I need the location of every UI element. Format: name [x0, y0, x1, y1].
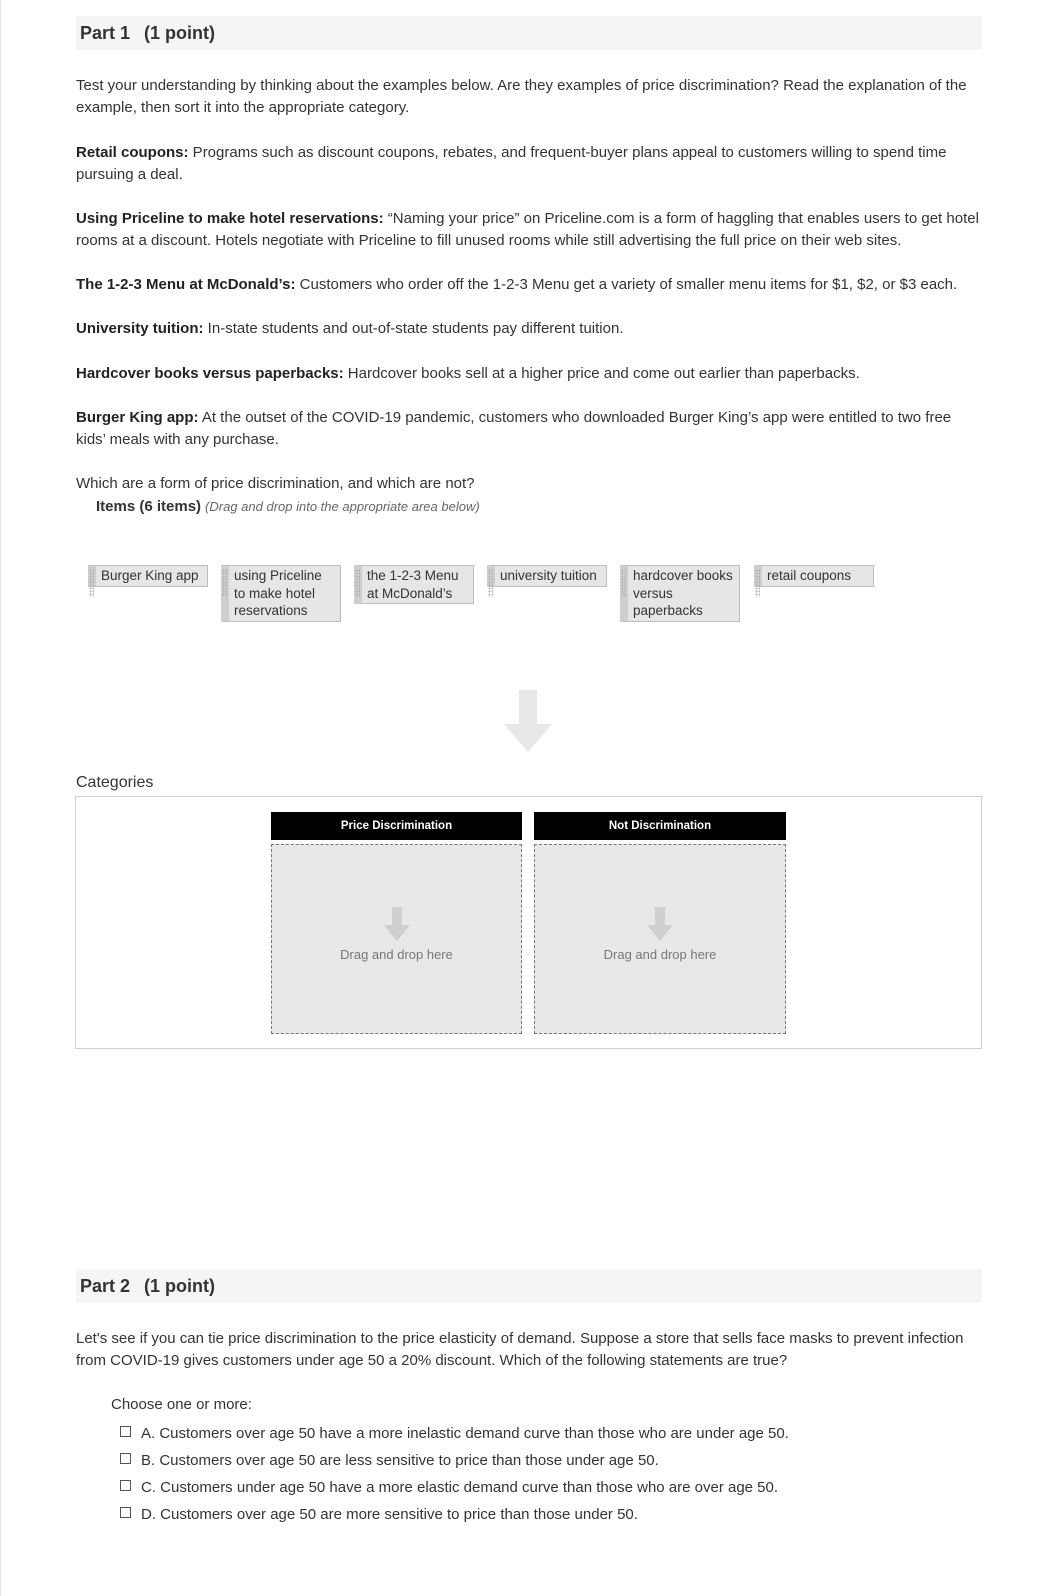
- grip-icon: [355, 569, 360, 597]
- part2-title: Part 2: [80, 1276, 131, 1296]
- grip-icon: [89, 569, 94, 597]
- drag-item-label: using Priceline to make hotel reservations: [234, 568, 322, 618]
- example-term: Retail coupons:: [76, 144, 189, 161]
- arrow-down-icon: [647, 907, 673, 941]
- page-left-border: [0, 0, 1, 1596]
- part1-points: (1 point): [144, 23, 216, 43]
- drag-item-label: university tuition: [500, 568, 597, 583]
- example-priceline: [76, 208, 981, 252]
- part1-title: Part 1: [80, 23, 131, 43]
- part1-intro: Test your understanding by thinking about the examples below. Are they examples of price discrimination? Read the explanation of the example, then sort it into the appropriate category.: [76, 77, 967, 116]
- example-text: At the outset of the COVID-19 pandemic, customers who downloaded Burger King’s app were entitled to two free kids’ meals with any purchase.: [76, 409, 952, 448]
- option-b[interactable]: [120, 1450, 659, 1472]
- example-term: Using Priceline to make hotel reservations:: [76, 210, 384, 227]
- option-a[interactable]: [120, 1423, 789, 1445]
- option-label: D. Customers over age 50 are more sensitive to price than those under 50.: [141, 1506, 638, 1523]
- part1-header: [76, 16, 982, 50]
- option-label: C. Customers under age 50 have a more elastic demand curve than those who are over age 50.: [141, 1479, 779, 1496]
- example-term: University tuition:: [76, 320, 204, 337]
- part2-header: [76, 1269, 982, 1303]
- example-term: The 1-2-3 Menu at McDonald’s:: [76, 276, 296, 293]
- part2-question: Let's see if you can tie price discrimination to the price elasticity of demand. Suppose a store that sells face masks to prevent infection from COVID-19 gives customers under age 50 a 20% discount. Which of the following statements are true?: [76, 1330, 964, 1369]
- items-label: [96, 496, 480, 518]
- category-header-not-discrimination: Not Discrimination: [534, 812, 786, 840]
- drop-zone-price-discrimination[interactable]: [271, 844, 522, 1034]
- checkbox[interactable]: [120, 1480, 131, 1491]
- example-text: “Naming your price” on Priceline.com is a form of haggling that enables users to get hotel rooms at a discount. Hotels negotiate with Priceline to fill unused rooms while still advertising the full price on their web sites.: [76, 210, 979, 249]
- drag-item-hardcover-books[interactable]: [620, 565, 740, 622]
- drop-hint: Drag and drop here: [603, 947, 717, 962]
- part1-question: Which are a form of price discrimination, and which are not?: [76, 475, 475, 492]
- option-c[interactable]: [120, 1477, 778, 1499]
- example-university-tuition: [76, 318, 981, 340]
- example-mcdonalds: [76, 274, 981, 296]
- checkbox[interactable]: [120, 1507, 131, 1518]
- example-text: Hardcover books sell at a higher price and come out earlier than paperbacks.: [343, 365, 860, 382]
- grip-icon: [488, 569, 493, 597]
- example-text: Programs such as discount coupons, rebates, and frequent-buyer plans appeal to customers willing to spend time pursuing a deal.: [76, 144, 947, 183]
- items-hint: (Drag and drop into the appropriate area below): [205, 499, 480, 514]
- choose-label: Choose one or more:: [111, 1396, 252, 1413]
- categories-label: Categories: [76, 774, 154, 791]
- option-label: B. Customers over age 50 are less sensitive to price than those under age 50.: [141, 1452, 659, 1469]
- category-header-price-discrimination: Price Discrimination: [271, 812, 522, 840]
- option-label: A. Customers over age 50 have a more inelastic demand curve than those who are under age 50.: [141, 1425, 789, 1442]
- grip-icon: [621, 569, 626, 597]
- drag-item-label: Burger King app: [101, 568, 199, 583]
- arrow-down-icon: [384, 907, 410, 941]
- part2-points: (1 point): [144, 1276, 216, 1296]
- example-text: Customers who order off the 1-2-3 Menu get a variety of smaller menu items for $1, $2, or $3 each.: [295, 276, 958, 293]
- drag-item-priceline[interactable]: [221, 565, 341, 622]
- example-hardcover-books: [76, 363, 981, 385]
- checkbox[interactable]: [120, 1453, 131, 1464]
- drag-item-mcdonalds[interactable]: [354, 565, 474, 604]
- drag-item-university-tuition[interactable]: [487, 565, 607, 587]
- drag-item-retail-coupons[interactable]: [754, 565, 874, 587]
- example-retail-coupons: [76, 142, 981, 186]
- drag-item-label: the 1-2-3 Menu at McDonald’s: [367, 568, 459, 601]
- arrow-down-icon: [504, 690, 552, 752]
- items-count: Items (6 items): [96, 498, 202, 515]
- example-burger-king: [76, 407, 981, 451]
- example-text: In-state students and out-of-state students pay different tuition.: [203, 320, 624, 337]
- example-term: Hardcover books versus paperbacks:: [76, 365, 344, 382]
- grip-icon: [222, 569, 227, 597]
- example-term: Burger King app:: [76, 409, 199, 426]
- categories-container: [75, 796, 982, 1049]
- option-d[interactable]: [120, 1504, 638, 1526]
- drag-item-label: hardcover books versus paperbacks: [633, 568, 733, 618]
- drop-zone-not-discrimination[interactable]: [534, 844, 786, 1034]
- drag-item-label: retail coupons: [767, 568, 852, 583]
- checkbox[interactable]: [120, 1426, 131, 1437]
- drag-item-burger-king[interactable]: [88, 565, 208, 587]
- drop-hint: Drag and drop here: [340, 947, 453, 962]
- grip-icon: [755, 569, 760, 597]
